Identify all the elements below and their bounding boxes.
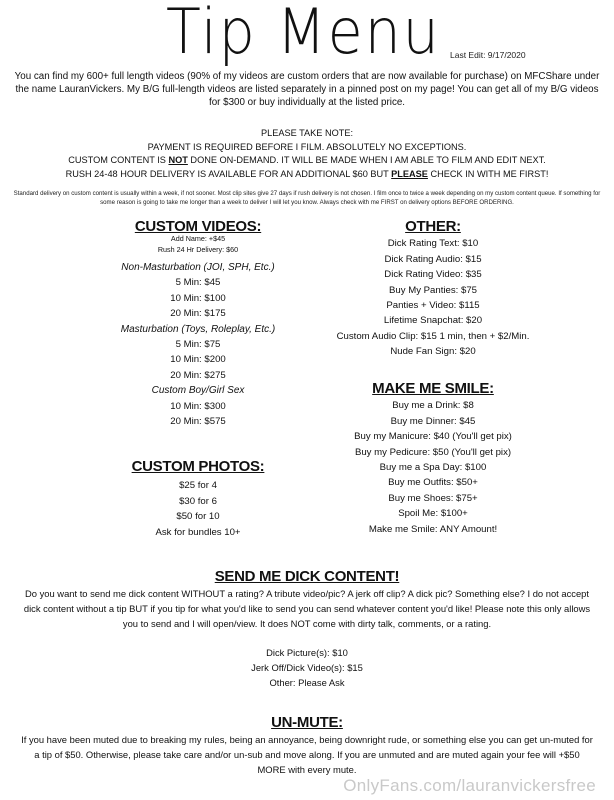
other-section <box>318 219 548 360</box>
other-heading: OTHER: <box>405 218 461 235</box>
list-item: Ask for bundles 10+ <box>155 526 241 538</box>
list-item: Jerk Off/Dick Video(s): $15 <box>251 662 363 673</box>
list-item: 20 Min: $275 <box>170 369 226 381</box>
list-item: Buy me a Drink: $8 <box>392 400 474 412</box>
list-item: 5 Min: $45 <box>175 277 221 289</box>
list-item: Buy my Pedicure: $50 (You'll get pix) <box>354 446 512 458</box>
list-item: 5 Min: $75 <box>175 339 221 351</box>
note-line-payment: PAYMENT IS REQUIRED BEFORE I FILM. ABSOLUTELY NO EXCEPTIONS. <box>147 141 467 152</box>
list-item: $25 for 4 <box>179 480 217 492</box>
unmute-paragraph: If you have been muted due to breaking my rules, being an annoyance, being downright rude, or something else you can get un-muted for a tip of $50. Otherwise, please take care and/or un-sub and move along. If you are unmuted and are muted again your fee will +$50 MORE with every mute. <box>21 734 593 775</box>
list-item: 10 Min: $300 <box>170 400 226 412</box>
add-name-price: Add Name: +$45 <box>170 234 226 244</box>
list-item: Dick Picture(s): $10 <box>266 647 348 658</box>
custom-photos-section <box>88 459 308 540</box>
list-item: $30 for 6 <box>179 495 217 507</box>
custom-videos-heading: CUSTOM VIDEOS: <box>134 218 262 235</box>
list-item: Buy me a Spa Day: $100 <box>379 462 487 474</box>
send-dick-content-heading: SEND ME DICK CONTENT! <box>214 568 400 585</box>
list-item: 20 Min: $575 <box>170 416 226 428</box>
header <box>0 0 614 72</box>
page-title: Tip Menu <box>166 0 441 68</box>
list-item: Make me Smile: ANY Amount! <box>368 523 498 535</box>
list-item: Dick Rating Text: $10 <box>387 238 479 250</box>
make-me-smile-section <box>318 381 548 537</box>
custom-videos-section <box>88 219 308 429</box>
list-item: Buy me Dinner: $45 <box>390 415 476 427</box>
note-line-custom: CUSTOM CONTENT IS NOT DONE ON-DEMAND. IT WILL BE MADE WHEN I AM ABLE TO FILM AND EDIT NEXT. <box>68 155 546 165</box>
rush-delivery-price: Rush 24 Hr Delivery: $60 <box>157 245 239 255</box>
intro-paragraph: You can find my 600+ full length videos (90% of my videos are custom orders that are now available for purchase) on MFCShare under the name LauranVickers. My B/G full-length videos are listed separately in a pinned post on my page! You can get all of my B/G videos for $300 or buy individually at the listed price. <box>14 71 600 108</box>
last-edit-date: Last Edit: 9/17/2020 <box>450 50 526 60</box>
send-dick-content-section <box>20 569 594 690</box>
take-note-block <box>12 127 602 181</box>
delivery-fine-print: Standard delivery on custom content is usually within a week, if not sooner. Most clip sites give 27 days if rush delivery is not chosen. I film once to twice a week depending on my custom content queue. If something for some reason is going to take me longer than a week to deliver I will let you know. Always check with me FIRST on delivery options BEFORE ORDERING. <box>13 190 601 206</box>
watermark: OnlyFans.com/lauranvickersfree <box>343 776 596 795</box>
list-item: 10 Min: $200 <box>170 354 226 366</box>
video-group-name: Custom Boy/Girl Sex <box>151 385 245 397</box>
unmute-section <box>20 715 594 777</box>
list-item: $50 for 10 <box>176 511 220 523</box>
list-item: Spoil Me: $100+ <box>398 508 468 520</box>
list-item: Lifetime Snapchat: $20 <box>383 315 483 327</box>
video-group-name: Non-Masturbation (JOI, SPH, Etc.) <box>121 262 275 273</box>
send-dick-content-prices <box>20 645 594 690</box>
send-dick-content-paragraph: Do you want to send me dick content WITHOUT a rating? A tribute video/pic? A jerk off clip? A dick pic? Something else? I do not accept dick content without a tip BUT if you tip for what you'd like to send you can send whatever content you'd like! Please note this only allows you to send and I will open/view. It does NOT come with dirty talk, comments, or a rating. <box>23 588 591 629</box>
list-item: Panties + Video: $115 <box>386 300 480 312</box>
list-item: 20 Min: $175 <box>170 308 226 320</box>
list-item: 10 Min: $100 <box>170 292 226 304</box>
list-item: Buy My Panties: $75 <box>389 284 477 296</box>
note-heading: PLEASE TAKE NOTE: <box>260 128 354 138</box>
video-group-name: Masturbation (Toys, Roleplay, Etc.) <box>120 323 276 335</box>
list-item: Buy my Manicure: $40 (You'll get pix) <box>354 431 512 443</box>
note-line-rush: RUSH 24-48 HOUR DELIVERY IS AVAILABLE FOR AN ADDITIONAL $60 BUT PLEASE CHECK IN WITH ME FIRST! <box>65 168 549 179</box>
list-item: Dick Rating Video: $35 <box>384 269 482 281</box>
list-item: Other: Please Ask <box>269 677 345 688</box>
custom-photos-heading: CUSTOM PHOTOS: <box>131 458 265 475</box>
list-item: Custom Audio Clip: $15 1 min, then + $2/Min. <box>336 330 530 342</box>
list-item: Buy me Outfits: $50+ <box>388 477 478 489</box>
list-item: Dick Rating Audio: $15 <box>384 253 482 265</box>
make-me-smile-heading: MAKE ME SMILE: <box>372 380 494 397</box>
list-item: Nude Fan Sign: $20 <box>390 346 476 358</box>
unmute-heading: UN-MUTE: <box>271 714 343 731</box>
list-item: Buy me Shoes: $75+ <box>388 492 478 504</box>
